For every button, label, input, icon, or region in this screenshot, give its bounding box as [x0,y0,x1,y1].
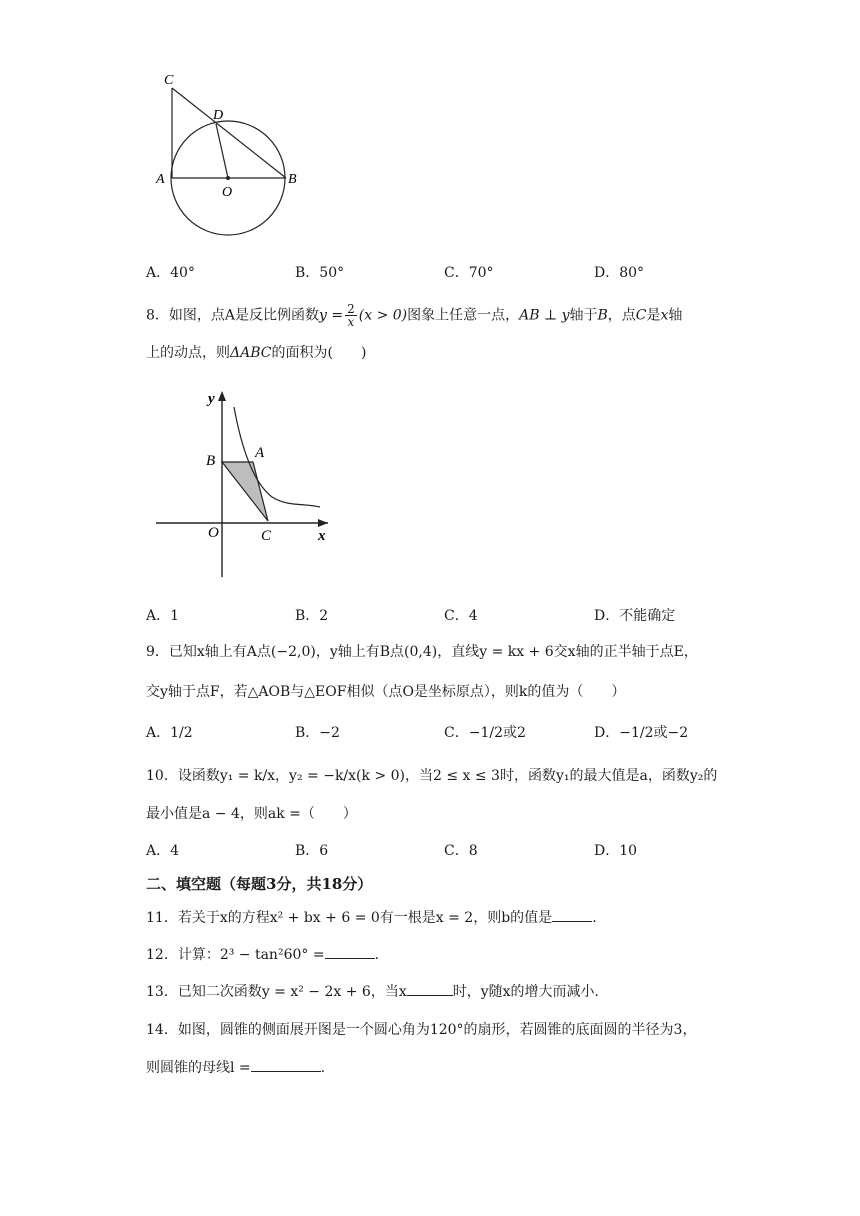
q10-line-2: 最小值是a − 4，则ak =（ ） [146,806,357,822]
q8-option-c: C．4 [444,608,478,624]
q10-option-c: C．8 [444,843,478,859]
label-O: O [222,185,233,200]
q11-text: 11．若关于x的方程x² + bx + 6 = 0有一根是x = 2，则b的值是 . [146,910,597,926]
label-O: O [208,525,219,541]
q10-option-a: A．4 [146,843,180,859]
label-x: x [318,528,326,544]
label-D: D [213,108,224,123]
q8-line-1: 8．如图，点A是反比例函数y = $\frac{2}{x}$ (x > 0)图象上任意一点，AB ⊥ y轴于B，点C是x轴 [146,302,683,329]
q8-option-d: D．不能确定 [594,608,676,624]
hyperbola-triangle-figure [150,385,340,585]
q9-line-2: 交y轴于点F，若△AOB与△EOF相似（点O是坐标原点），则k的值为（ ） [146,684,626,700]
label-A: A [156,172,165,187]
label-y: y [208,391,215,407]
q9-option-a: A．1/2 [146,725,193,741]
label-C: C [261,528,272,544]
label-C: C [164,73,174,88]
q9-option-d: D．−1/2或−2 [594,725,689,741]
q10-line-1: 10．设函数y₁ = k/x，y₂ = −k/x(k > 0)，当2 ≤ x ≤ 3时，函数y₁的最大值是a，函数y₂的 [146,768,718,784]
circle-tangent-figure [150,68,310,238]
label-A: A [255,445,265,461]
q10-option-b: B．6 [295,843,329,859]
q14-line-1: 14．如图，圆锥的侧面展开图是一个圆心角为120°的扇形，若圆锥的底面圆的半径为3， [146,1022,697,1038]
q9-option-b: B．−2 [295,725,340,741]
q9-line-1: 9．已知x轴上有A点(−2,0)，y轴上有B点(0,4)，直线y = kx + 6交x轴的正半轴于点E， [146,644,698,660]
q7-option-c: C．70° [444,265,494,281]
q7-option-a: A．40° [146,265,195,281]
q12-text: 12．计算：2³ − tan²60° = . [146,947,380,963]
q8-option-b: B．2 [295,608,329,624]
label-B: B [288,172,297,187]
q9-option-c: C．−1/2或2 [444,725,526,741]
label-B: B [206,453,216,469]
q13-text: 13．已知二次函数y = x² − 2x + 6，当x 时，y随x的增大而减小. [146,984,599,1000]
q7-option-d: D．80° [594,265,645,281]
q10-option-d: D．10 [594,843,638,859]
q7-option-b: B．50° [295,265,345,281]
q8-option-a: A．1 [146,608,180,624]
q8-line-2: 上的动点，则ΔABC的面积为( ) [146,345,367,361]
q14-line-2: 则圆锥的母线l = . [146,1060,326,1076]
section-title: 二、填空题（每题3分，共18分） [146,875,373,893]
